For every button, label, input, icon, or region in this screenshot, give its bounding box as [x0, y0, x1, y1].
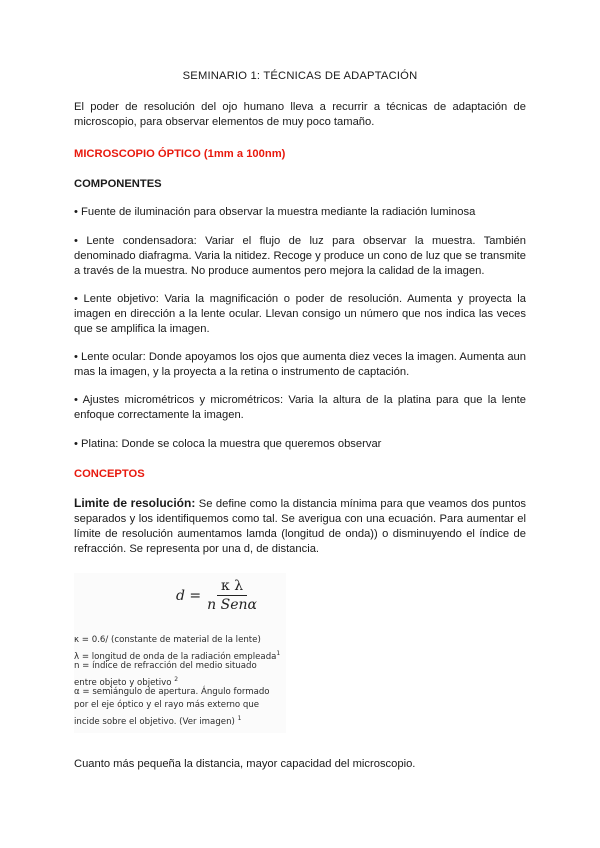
- intro-paragraph: El poder de resolución del ojo humano lleva a recurrir a técnicas de adaptación de microscopio, para observar elementos de muy poco tamaño.: [74, 101, 526, 128]
- components-heading: COMPONENTES: [74, 178, 162, 190]
- component-item: • Platina: Donde se coloca la muestra que queremos observar: [74, 438, 382, 450]
- formula-legend-line: incide sobre el objetivo. (Ver imagen) $^1$: [74, 715, 242, 727]
- component-item: • Lente objetivo: Varia la magnificación o poder de resolución. Aumenta y proyecta la imagen en dirección a la lente ocular. Llevan consigo un número que nos indica las veces que se amplifica la imagen.: [74, 293, 526, 335]
- component-item: • Ajustes micrométricos y micrométricos: Varia la altura de la platina para que la lente enfoque correctamente la imagen.: [74, 394, 526, 421]
- formula-legend-line: por el eje óptico y el rayo más externo que: [74, 700, 260, 710]
- formula-legend-line: entre objeto y objetivo $^2$: [74, 676, 179, 688]
- formula-legend-line: α = semiángulo de apertura. Ángulo formado: [74, 687, 270, 697]
- concepts-heading: CONCEPTOS: [74, 468, 145, 480]
- resolution-formula: [176, 578, 257, 613]
- formula-legend-line: n = índice de refracción del medio situado: [74, 661, 257, 671]
- page-title: SEMINARIO 1: TÉCNICAS DE ADAPTACIÓN: [182, 70, 418, 82]
- resolution-limit-text: Se define como la distancia mínima para que veamos dos puntos separados y los identifiquemos como tal. Se averigua con una ecuación. Para aumentar el límite de resolución aumentamos lamda (longitud de onda)) o disminuyendo el índice de refracción. Se representa por una d, de distancia.: [74, 498, 527, 555]
- component-item: • Fuente de iluminación para observar la muestra mediante la radiación luminosa: [74, 206, 476, 218]
- resolution-limit-paragraph: [74, 496, 526, 557]
- formula-legend-line: κ = 0.6/ (constante de material de la lente): [74, 635, 261, 645]
- formula-denominator: n Senα: [207, 597, 257, 613]
- component-item: • Lente condensadora: Variar el flujo de luz para observar la muestra. También denominado diafragma. Varia la nitidez. Recoge y produce un cono de luz que se transmite a través de la muestra. No produce aumentos pero mejora la calidad de la imagen.: [74, 235, 526, 277]
- resolution-limit-term: Limite de resolución:: [74, 496, 196, 510]
- formula-numerator: κ λ: [217, 578, 247, 596]
- formula-lhs: d =: [176, 587, 202, 604]
- component-item: • Lente ocular: Donde apoyamos los ojos que aumenta diez veces la imagen. Aumenta aun mas la imagen, y la proyecta a la retina o instrumento de captación.: [74, 351, 526, 378]
- formula-fraction: [207, 578, 257, 613]
- conclusion-paragraph: Cuanto más pequeña la distancia, mayor capacidad del microscopio.: [74, 758, 416, 770]
- section-heading-microscope: MICROSCOPIO ÓPTICO (1mm a 100nm): [74, 148, 286, 160]
- formula-legend-line: λ = longitud de onda de la radiación empleada$^1$: [74, 650, 281, 662]
